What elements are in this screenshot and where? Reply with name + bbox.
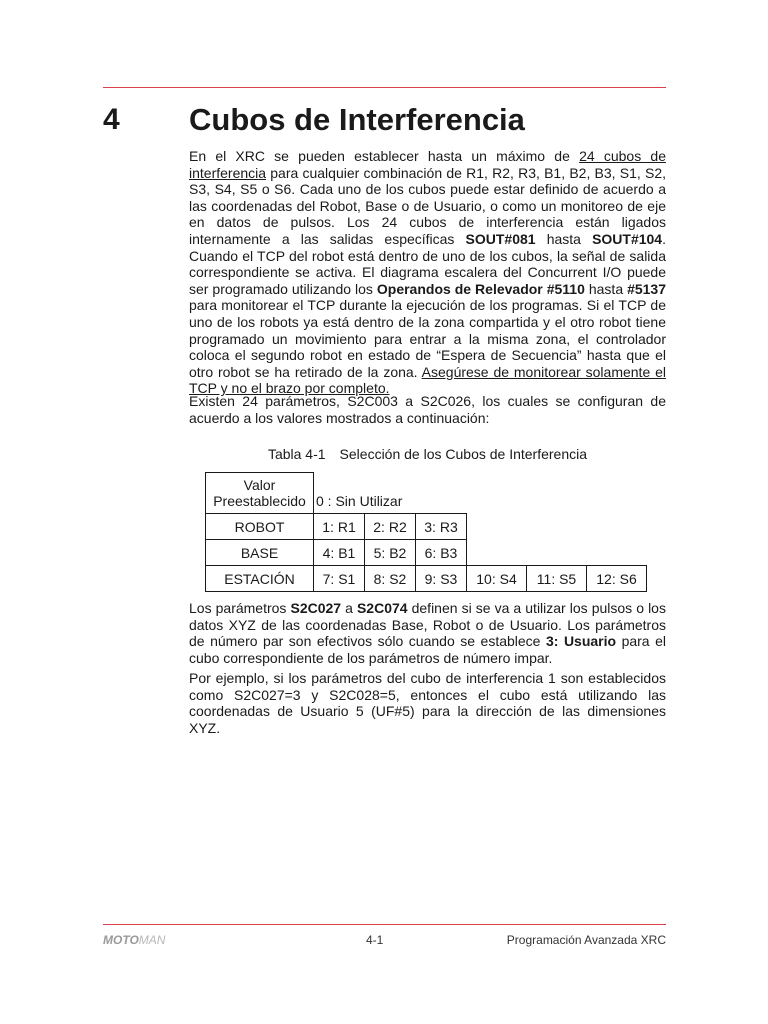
page-number: 4-1 (366, 933, 384, 947)
document-title: Programación Avanzada XRC (506, 933, 666, 947)
table-caption-text: Selección de los Cubos de Interferencia (339, 446, 588, 462)
bold-text: Operandos de Relevador #5110 (376, 280, 585, 297)
paragraph-text: Por ejemplo, si los parámetros del cubo de interferencia 1 son establecidos como S2C027=3 y S2C028=5, entonces el cubo está utilizando las coordenadas de Usuario 5 (UF#5) para la dirección de las dimensiones XYZ. (189, 670, 666, 736)
default-value: 0 : Sin Utilizar (316, 493, 403, 509)
table-cell: 5: B2 (365, 540, 416, 566)
chapter-title: Cubos de Interferencia (189, 102, 525, 137)
brand-text: MAN (138, 933, 166, 947)
paragraph-intro (189, 148, 666, 403)
table-cell: 12: S6 (587, 566, 647, 592)
bold-text: 3: Usuario (545, 633, 617, 650)
table-cell: 8: S2 (365, 566, 416, 592)
footer-rule (103, 924, 666, 925)
paragraph-example (189, 670, 666, 742)
empty-cell (587, 540, 647, 566)
text-run: a (341, 600, 357, 616)
underlined-text: 24 cubos de interferencia (189, 148, 666, 181)
empty-cell (527, 514, 587, 540)
table-cell: 6: B3 (416, 540, 467, 566)
table-row (206, 473, 647, 514)
text-run: definen si se va a utilizar los pulsos o los datos XYZ de las coordenadas Base, Robot o de Usuario. Los parámetros de número par son efectivos sólo cuando se establece (189, 600, 666, 650)
brand-logo (103, 933, 165, 947)
text-run: para cualquier combinación de R1, R2, R3, B1, B2, B3, S1, S2, S3, S4, S5 o S6. Cada uno de los cubos puede estar definido de acuerdo a las coordenadas del Robot, Base o de Usuario, o como un monitoreo de eje en datos de pulsos. Los 24 cubos de interferencia están ligados internamente a las salidas específicas (189, 164, 666, 247)
interference-cube-table (205, 472, 647, 592)
table-number: Tabla 4-1 (267, 446, 326, 462)
text-run: En el XRC se pueden establecer hasta un máximo de (189, 148, 580, 164)
table-cell: 1: R1 (314, 514, 365, 540)
table-cell: 2: R2 (365, 514, 416, 540)
table-cell: 4: B1 (314, 540, 365, 566)
paragraph-parameters (189, 393, 666, 432)
table-caption (189, 445, 666, 463)
text-run: para monitorear el TCP durante la ejecución de los programas. Si el TCP de uno de los robots ya está dentro de la zona compartida y el otro robot tiene programado un movimiento para entrar a la misma zona, el controlador coloca el segundo robot en estado de “Espera de Secuencia” hasta que el otro robot se ha retirado de la zona. (189, 297, 666, 380)
empty-cell (467, 514, 527, 540)
table-row (206, 514, 647, 540)
header-label-line: Preestablecido (213, 493, 306, 509)
text-run: . Cuando el TCP del robot está dentro de uno de los cubos, la señal de salida correspondiente se activa. El diagrama escalera del Concurrent I/O puede ser programado utilizando los (189, 230, 666, 297)
header-rule (103, 87, 666, 88)
header-label-line: Valor (243, 477, 276, 493)
row-label: ROBOT (206, 514, 314, 540)
row-label: BASE (206, 540, 314, 566)
table-cell: 7: S1 (314, 566, 365, 592)
row-label: ESTACIÓN (206, 566, 314, 592)
text-run: hasta (584, 280, 628, 297)
empty-cell (587, 514, 647, 540)
bold-text: S2C027 (290, 600, 342, 616)
empty-cell (467, 540, 527, 566)
table-cell: 9: S3 (416, 566, 467, 592)
table-cell: 10: S4 (467, 566, 527, 592)
text-run: Los parámetros (189, 600, 291, 616)
bold-text: #5137 (627, 280, 667, 297)
bold-text: S2C074 (356, 600, 408, 616)
text-run: para el cubo correspondiente de los parámetros de número impar. (189, 633, 666, 666)
bold-text: SOUT#104 (592, 230, 663, 247)
paragraph-s2c027 (189, 600, 666, 672)
table-cell: 3: R3 (416, 514, 467, 540)
table-row (206, 566, 647, 592)
paragraph-text: Existen 24 parámetros, S2C003 a S2C026, los cuales se configuran de acuerdo a los valores mostrados a continuación: (189, 393, 666, 426)
table-cell: 11: S5 (527, 566, 587, 592)
text-run: hasta (535, 230, 593, 247)
empty-cell (527, 540, 587, 566)
brand-text: MOTO (103, 933, 139, 947)
underlined-text: Asegúrese de monitorear solamente el TCP y no el brazo por completo. (189, 363, 666, 397)
table-row (206, 540, 647, 566)
chapter-number: 4 (103, 103, 120, 136)
header-cell-default (206, 473, 314, 514)
bold-text: SOUT#081 (465, 230, 536, 247)
